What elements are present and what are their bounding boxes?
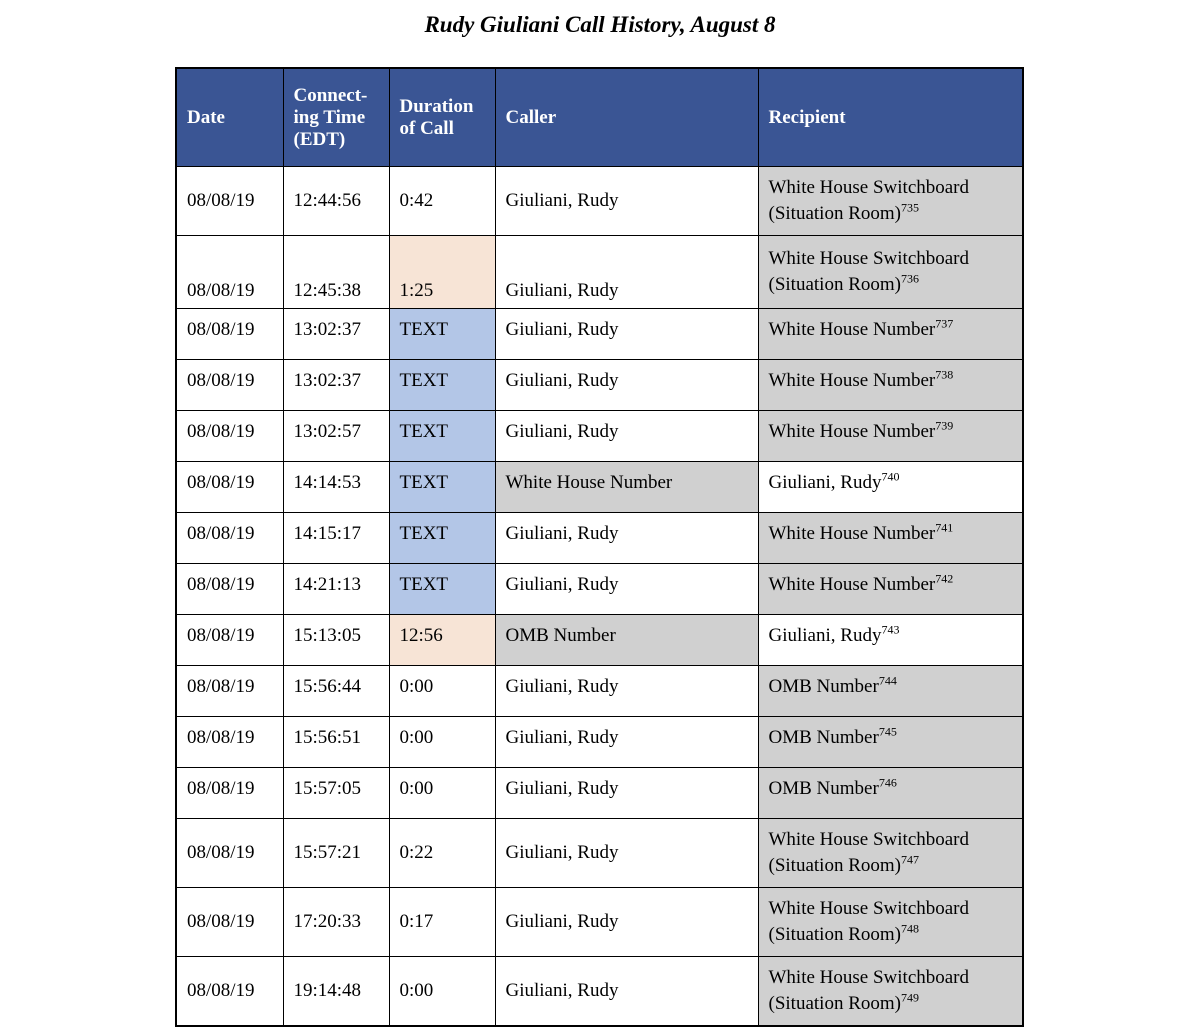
cell-recipient: White House Switchboard (Situation Room)$^{747}$ (758, 819, 1023, 888)
footnote-ref: 735 (900, 200, 919, 215)
table-row (176, 666, 1023, 717)
header-date: Date (176, 68, 283, 167)
cell-date: 08/08/19 (176, 957, 283, 1027)
table-row (176, 462, 1023, 513)
cell-recipient: White House Switchboard (Situation Room)$^{748}$ (758, 888, 1023, 957)
cell-time: 15:13:05 (283, 615, 389, 666)
cell-caller: Giuliani, Rudy (495, 717, 758, 768)
cell-recipient: White House Number$^{742}$ (758, 564, 1023, 615)
cell-duration: TEXT (389, 564, 495, 615)
table-row (176, 513, 1023, 564)
table-row (176, 411, 1023, 462)
cell-date: 08/08/19 (176, 717, 283, 768)
cell-recipient: OMB Number$^{746}$ (758, 768, 1023, 819)
table-row (176, 309, 1023, 360)
cell-duration: 1:25 (389, 236, 495, 309)
cell-time: 13:02:37 (283, 309, 389, 360)
cell-date: 08/08/19 (176, 309, 283, 360)
cell-duration: 12:56 (389, 615, 495, 666)
cell-caller: Giuliani, Rudy (495, 236, 758, 309)
cell-date: 08/08/19 (176, 888, 283, 957)
cell-caller: Giuliani, Rudy (495, 888, 758, 957)
cell-caller: Giuliani, Rudy (495, 411, 758, 462)
cell-time: 15:57:21 (283, 819, 389, 888)
cell-duration: 0:00 (389, 717, 495, 768)
cell-caller: White House Number (495, 462, 758, 513)
cell-duration: TEXT (389, 411, 495, 462)
cell-date: 08/08/19 (176, 360, 283, 411)
table-row (176, 360, 1023, 411)
footnote-ref: 747 (900, 852, 919, 867)
cell-date: 08/08/19 (176, 666, 283, 717)
table-row (176, 615, 1023, 666)
page-title: Rudy Giuliani Call History, August 8 (424, 12, 776, 37)
cell-time: 17:20:33 (283, 888, 389, 957)
cell-duration: TEXT (389, 513, 495, 564)
cell-time: 15:56:44 (283, 666, 389, 717)
cell-recipient: White House Switchboard (Situation Room)$^{736}$ (758, 236, 1023, 309)
cell-duration: TEXT (389, 462, 495, 513)
table-row (176, 768, 1023, 819)
table-row (176, 819, 1023, 888)
footnote-ref: 741 (935, 520, 954, 535)
header-recipient: Recipient (758, 68, 1023, 167)
cell-recipient: Giuliani, Rudy$^{743}$ (758, 615, 1023, 666)
cell-recipient: Giuliani, Rudy$^{740}$ (758, 462, 1023, 513)
cell-duration: 0:00 (389, 666, 495, 717)
header-caller: Caller (495, 68, 758, 167)
footnote-ref: 744 (878, 673, 897, 688)
table-row (176, 236, 1023, 309)
cell-date: 08/08/19 (176, 819, 283, 888)
header-duration: Duration of Call (389, 68, 495, 167)
cell-caller: Giuliani, Rudy (495, 564, 758, 615)
footnote-ref: 737 (935, 316, 954, 331)
table-row (176, 717, 1023, 768)
cell-recipient: OMB Number$^{745}$ (758, 717, 1023, 768)
cell-caller: Giuliani, Rudy (495, 768, 758, 819)
header-row (176, 68, 1023, 167)
cell-duration: 0:42 (389, 167, 495, 236)
cell-caller: Giuliani, Rudy (495, 819, 758, 888)
cell-time: 13:02:37 (283, 360, 389, 411)
cell-caller: Giuliani, Rudy (495, 309, 758, 360)
table-row (176, 957, 1023, 1027)
cell-duration: 0:17 (389, 888, 495, 957)
cell-recipient: White House Number$^{738}$ (758, 360, 1023, 411)
cell-caller: Giuliani, Rudy (495, 167, 758, 236)
cell-caller: OMB Number (495, 615, 758, 666)
footnote-ref: 748 (900, 921, 919, 936)
footnote-ref: 743 (881, 622, 900, 637)
cell-date: 08/08/19 (176, 462, 283, 513)
footnote-ref: 740 (881, 469, 900, 484)
cell-time: 14:21:13 (283, 564, 389, 615)
cell-recipient: White House Number$^{741}$ (758, 513, 1023, 564)
footnote-ref: 749 (900, 990, 919, 1005)
cell-time: 12:44:56 (283, 167, 389, 236)
cell-time: 14:14:53 (283, 462, 389, 513)
footnote-ref: 739 (935, 418, 954, 433)
cell-duration: 0:22 (389, 819, 495, 888)
table-row (176, 564, 1023, 615)
cell-duration: 0:00 (389, 768, 495, 819)
cell-caller: Giuliani, Rudy (495, 957, 758, 1027)
cell-date: 08/08/19 (176, 513, 283, 564)
cell-date: 08/08/19 (176, 564, 283, 615)
footnote-ref: 745 (878, 724, 897, 739)
footnote-ref: 736 (900, 271, 919, 286)
cell-caller: Giuliani, Rudy (495, 513, 758, 564)
cell-recipient: White House Number$^{739}$ (758, 411, 1023, 462)
cell-date: 08/08/19 (176, 411, 283, 462)
cell-time: 12:45:38 (283, 236, 389, 309)
cell-recipient: White House Number$^{737}$ (758, 309, 1023, 360)
cell-time: 19:14:48 (283, 957, 389, 1027)
cell-date: 08/08/19 (176, 615, 283, 666)
header-connecting-time: Connect- ing Time (EDT) (283, 68, 389, 167)
cell-recipient: OMB Number$^{744}$ (758, 666, 1023, 717)
cell-caller: Giuliani, Rudy (495, 666, 758, 717)
cell-time: 14:15:17 (283, 513, 389, 564)
table-row (176, 888, 1023, 957)
cell-date: 08/08/19 (176, 768, 283, 819)
call-history-table (175, 67, 1024, 1027)
cell-duration: 0:00 (389, 957, 495, 1027)
cell-duration: TEXT (389, 309, 495, 360)
cell-date: 08/08/19 (176, 236, 283, 309)
table-row (176, 167, 1023, 236)
cell-recipient: White House Switchboard (Situation Room)$^{749}$ (758, 957, 1023, 1027)
footnote-ref: 738 (935, 367, 954, 382)
cell-caller: Giuliani, Rudy (495, 360, 758, 411)
footnote-ref: 742 (935, 571, 954, 586)
cell-date: 08/08/19 (176, 167, 283, 236)
cell-recipient: White House Switchboard (Situation Room)$^{735}$ (758, 167, 1023, 236)
footnote-ref: 746 (878, 775, 897, 790)
cell-time: 15:56:51 (283, 717, 389, 768)
cell-time: 13:02:57 (283, 411, 389, 462)
cell-duration: TEXT (389, 360, 495, 411)
cell-time: 15:57:05 (283, 768, 389, 819)
